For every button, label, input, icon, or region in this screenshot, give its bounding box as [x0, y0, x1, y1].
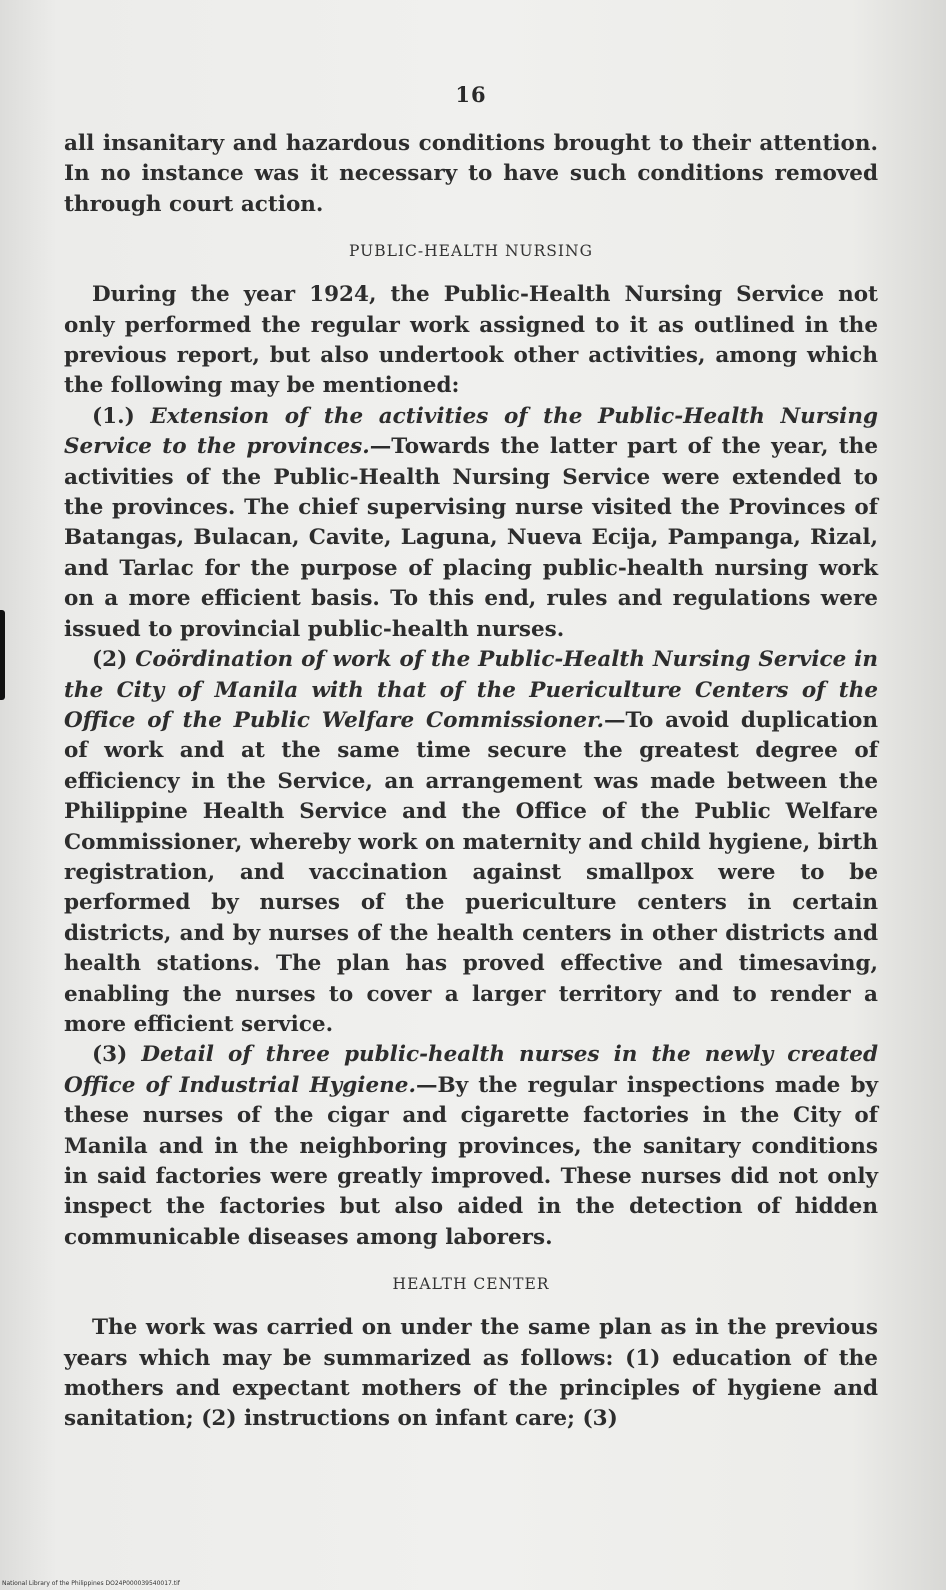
- page-number: 16: [455, 82, 487, 107]
- list-item-3: [64, 1040, 878, 1253]
- list-item-2: [64, 645, 878, 1040]
- item-1-body: —Towards the latter part of the year, the activities of the Public-Health Nursing Service were extended to the provinces. The chief supervising nurse visited the Provinces of Batangas, Bulacan, Cavite, Laguna, Nueva Ecija, Pampanga, Rizal, and Tarlac for the purpose of placing public-health nursing work on a more efficient basis. To this end, rules and regulations were issued to provincial public-health nurses.: [64, 434, 878, 642]
- item-3-number: (3): [92, 1042, 128, 1068]
- item-1-number: (1.): [92, 403, 135, 429]
- paragraph-intro: During the year 1924, the Public-Health Nursing Service not only performed the regular work assigned to it as outlined in the previous report, but also undertook other activities, among which the following may be mentioned:: [64, 282, 878, 399]
- list-item-1: [64, 402, 878, 645]
- scan-footer: National Library of the Philippines DO24P000039540017.tif: [2, 1580, 180, 1587]
- paragraph-health-center: The work was carried on under the same plan as in the previous years which may be summarized as follows: (1) education of the mothers and expectant mothers of the principles of hygiene and sanitation; (2) instructions on infant care; (3): [64, 1315, 878, 1432]
- section-heading-health-center: HEALTH CENTER: [392, 1275, 550, 1294]
- item-2-body: —To avoid duplication of work and at the same time secure the greatest degree of efficiency in the Service, an arrangement was made between the Philippine Health Service and the Office of the Public Welfare Commissioner, whereby work on maternity and child hygiene, birth registration, and vaccination against smallpox were to be performed by nurses of the puericulture centers in certain districts, and by nurses of the health centers in other districts and health stations. The plan has proved effective and timesaving, enabling the nurses to cover a larger territory and to render a more efficient service.: [64, 707, 878, 1037]
- paragraph-continuation: all insanitary and hazardous conditions brought to their attention. In no instance was it necessary to have such conditions removed through court action.: [64, 131, 878, 217]
- item-3-body: —By the regular inspections made by these nurses of the cigar and cigarette factories in the City of Manila and in the neighboring provinces, the sanitary conditions in said factories were greatly improved. These nurses did not only inspect the factories but also aided in the detection of hidden communicable diseases among laborers.: [64, 1072, 878, 1250]
- item-2-title: Coördination of work of the Public-Health Nursing Service in the City of Manila with that of the Puericulture Centers of the Office of the Public Welfare Commissioner.: [64, 647, 878, 733]
- section-heading-public-health-nursing: PUBLIC-HEALTH NURSING: [349, 242, 593, 261]
- scan-edge-mark: [0, 610, 5, 700]
- item-1-title: Extension of the activities of the Public-Health Nursing Service to the provinces.: [64, 403, 878, 460]
- item-3-title: Detail of three public-health nurses in the newly created Office of Industrial Hygiene.: [64, 1042, 878, 1098]
- page-content: [64, 82, 878, 1435]
- item-2-number: (2): [92, 647, 128, 673]
